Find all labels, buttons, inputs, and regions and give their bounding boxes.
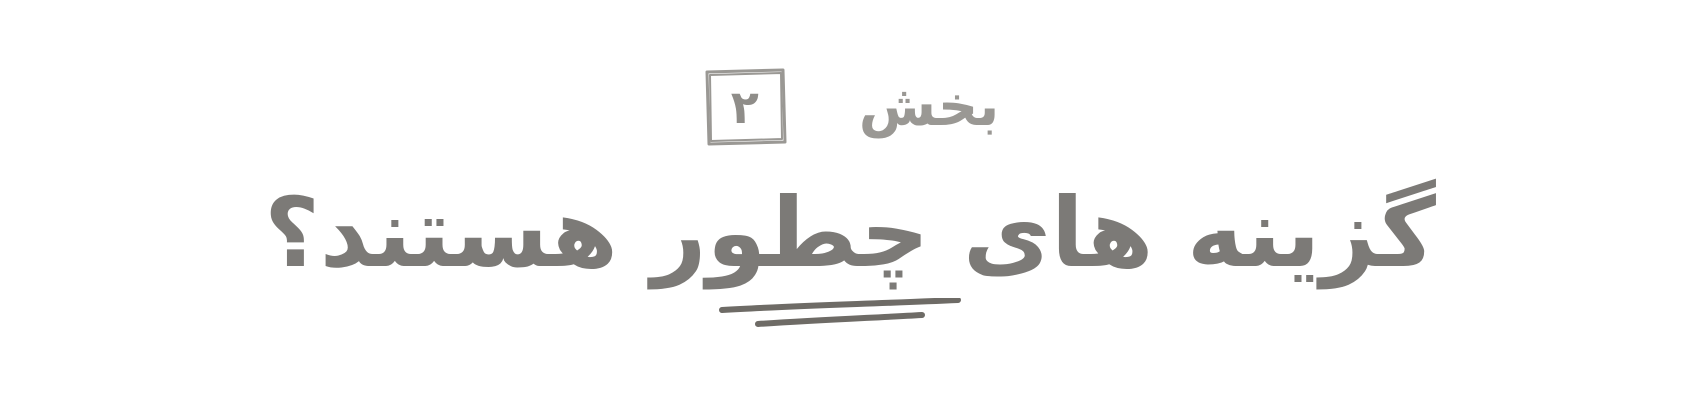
section-header xyxy=(0,52,1700,162)
section-number: ۲ xyxy=(730,80,759,134)
section-label: بخش xyxy=(858,74,1000,139)
page-title: گزینه های چطور هستند؟ xyxy=(264,177,1436,289)
section-number-badge xyxy=(701,66,789,148)
underline-scribble-icon xyxy=(718,298,968,348)
